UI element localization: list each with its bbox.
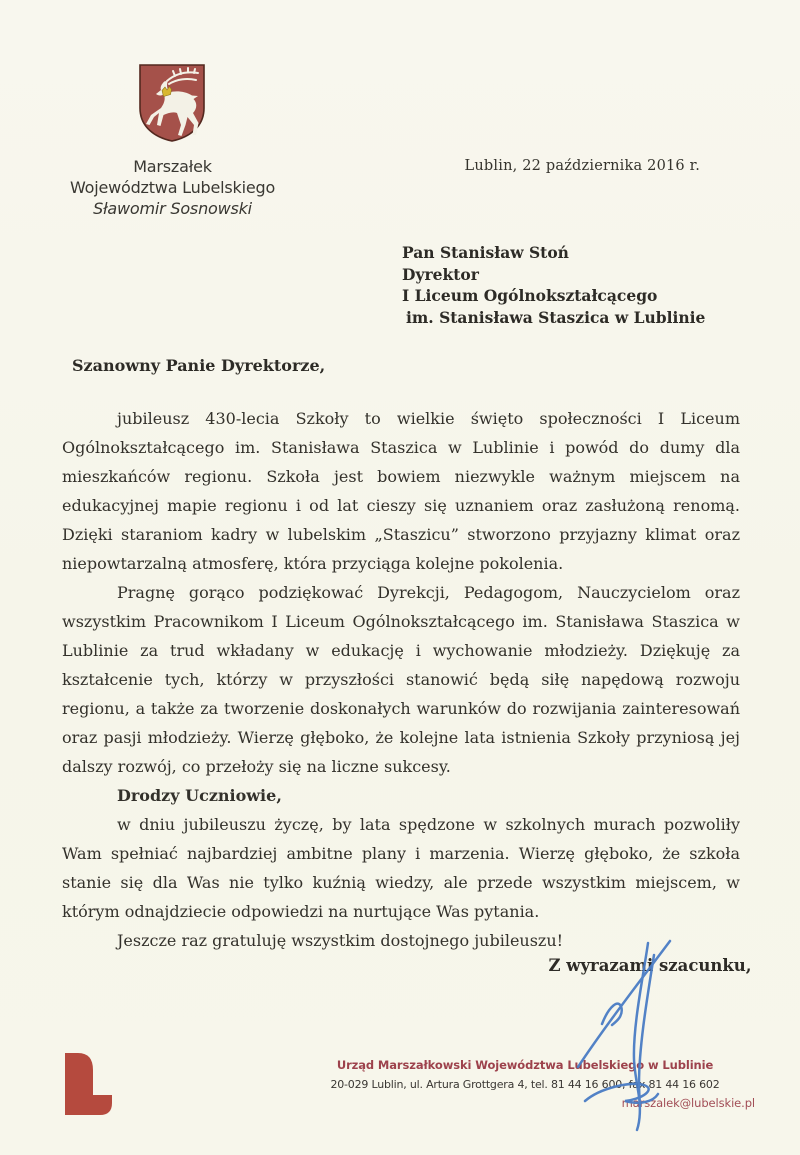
handwritten-signature-icon — [555, 933, 685, 1138]
footer-contact-block — [295, 1056, 755, 1113]
city-date-line: Lublin, 22 października 2016 r. — [464, 158, 700, 174]
footer-email: marszalek@lubelskie.pl — [621, 1096, 755, 1110]
footer-org-name: Urząd Marszałkowski Województwa Lubelskiego w Lublinie — [336, 1058, 714, 1072]
letterhead-title: Marszałek — [133, 157, 212, 176]
paragraph-1: jubileusz 430-lecia Szkoły to wielkie święto społeczności I Liceum Ogólnokształcącego im. Stanisława Staszica w Lublinie i powód do dumy dla mieszkańców regionu. Szkoła jest bowiem niezwykle ważnym miejscem na edukacyjnej mapie regionu i od lat cieszy się uznaniem oraz zasłużoną renomą. Dzięki staraniom kadry w lubelskim „Staszicu” stworzono przyjazny klimat oraz niepowtarzalną atmosferę, która przyciąga kolejne pokolenia. — [62, 409, 740, 573]
paragraph-2: Pragnę gorąco podziękować Dyrekcji, Pedagogom, Nauczycielom oraz wszystkim Pracownikom I Liceum Ogólnokształcącego im. Stanisława Staszica w Lublinie za trud wkładany w edukację i wychowanie młodzieży. Dziękuję za kształcenie tych, którzy w przyszłości stanowić będą siłę napędową rozwoju regionu, a także za tworzenie doskonałych warunków do rozwijania zainteresowań oraz pasji młodzieży. Wierzę głęboko, że kolejne lata istnienia Szkoły przyniosą jej dalszy rozwój, co przełoży się na liczne sukcesy. — [62, 583, 740, 776]
lubelskie-l-logo-icon — [65, 1053, 112, 1115]
recipient-name: Pan Stanisław Stoń — [402, 243, 569, 262]
letterhead-office: Województwa Lubelskiego — [69, 178, 276, 197]
letterhead — [50, 156, 295, 219]
recipient-role: Dyrektor — [402, 264, 479, 284]
paragraph-3: w dniu jubileuszu życzę, by lata spędzone w szkolnych murach pozwoliły Wam spełniać najbardziej ambitne plany i marzenia. Wierzę głęboko, że szkoła stanie się dla Was nie tylko kuźnią wiedzy, ale przede wszystkim miejscem, w którym odnajdziecie odpowiedzi na nurtujące Was pytania. — [62, 815, 740, 921]
letterhead-marshal-name: Sławomir Sosnowski — [93, 199, 252, 218]
salutation: Szanowny Panie Dyrektorze, — [72, 356, 326, 375]
closing-phrase: Z wyrazami szacunku, — [548, 956, 752, 975]
students-heading: Drodzy Uczniowie, — [117, 786, 282, 805]
recipient-school-patron: im. Stanisława Staszica w Lublinie — [406, 307, 706, 327]
paragraph-4: Jeszcze raz gratuluję wszystkim dostojnego jubileuszu! — [117, 931, 564, 950]
footer-address: 20-029 Lublin, ul. Artura Grottgera 4, tel. 81 44 16 600, fax 81 44 16 602 — [330, 1078, 720, 1091]
lubelskie-coat-of-arms-icon — [137, 63, 207, 143]
letter-body — [62, 404, 740, 955]
recipient-school: I Liceum Ogólnokształcącego — [402, 286, 658, 305]
recipient-block — [402, 242, 742, 328]
